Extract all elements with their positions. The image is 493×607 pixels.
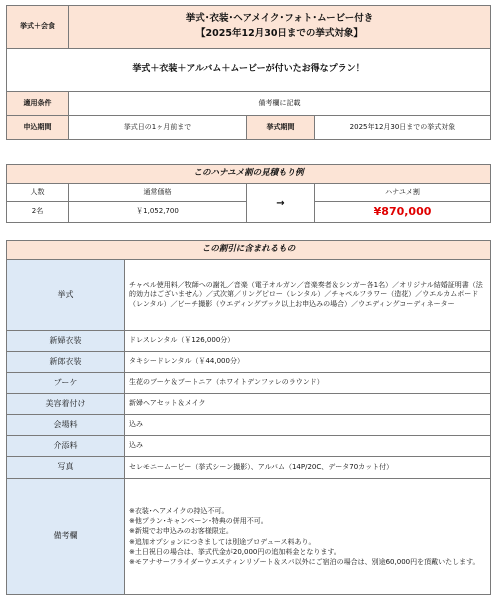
application-period-value: 挙式日の1ヶ月前まで bbox=[69, 116, 247, 140]
item-label: 美容着付け bbox=[7, 394, 125, 415]
note-line: ※衣装･ヘアメイクの持込不可。 bbox=[129, 507, 229, 516]
apply-condition-value: 備考欄に記載 bbox=[69, 92, 491, 116]
plan-title-line2: 【2025年12月30日までの挙式対象】 bbox=[196, 28, 363, 39]
notes-row bbox=[7, 479, 491, 595]
people-value: 2名 bbox=[7, 202, 69, 223]
item-label: ブーケ bbox=[7, 373, 125, 394]
notes-label: 備考欄 bbox=[7, 479, 125, 595]
ceremony-period-value: 2025年12月30日までの挙式対象 bbox=[315, 116, 491, 140]
plan-title bbox=[69, 6, 491, 49]
item-description: 新婦ヘアセット＆メイク bbox=[125, 394, 491, 415]
arrow-icon: → bbox=[247, 184, 315, 223]
table-row bbox=[7, 331, 491, 352]
item-label: 介添料 bbox=[7, 436, 125, 457]
table-row bbox=[7, 260, 491, 331]
application-period-label: 申込期間 bbox=[7, 116, 69, 140]
plan-tagline: 挙式＋衣装＋アルバム＋ムービーが付いたお得なプラン！ bbox=[7, 49, 491, 92]
ceremony-period-label: 挙式期間 bbox=[247, 116, 315, 140]
item-description: チャペル使用料／牧師への謝礼／音楽（電子オルガン／音楽奏者＆シンガー各1名）／オリジナル結婚証明書（法的効力はございません）／式次第／リングピロー（レンタル）／チャペルフラワー（造花）／ウエルカムボード（レンタル）／ビーチ撮影（ウエディングブック以上お申込みの場合）／ウエディングコーディネーター bbox=[125, 260, 491, 331]
note-line: ※土日祝日の場合は、挙式代金が20,000円の追加料金となります。 bbox=[129, 547, 341, 556]
item-description: タキシードレンタル（￥44,000分） bbox=[125, 352, 491, 373]
estimate-table bbox=[6, 164, 491, 223]
apply-condition-label: 適用条件 bbox=[7, 92, 69, 116]
discount-price-header: ハナユメ割 bbox=[315, 184, 491, 202]
normal-price-value: ￥1,052,700 bbox=[69, 202, 247, 223]
plan-header-table bbox=[6, 5, 491, 140]
discount-price-value: ¥870,000 bbox=[315, 202, 491, 223]
note-line: ※モアナサーフライダーウエスティンリゾート＆スパ以外にご宿泊の場合は、別途60,000円を頂戴いたします。 bbox=[129, 557, 480, 566]
item-label: 会場料 bbox=[7, 415, 125, 436]
note-line: ※追加オプションにつきましては別途プロデュース料あり。 bbox=[129, 537, 316, 546]
estimate-section-title: このハナユメ割の見積もり例 bbox=[7, 165, 491, 184]
note-line: ※新規でお申込みのお客様限定。 bbox=[129, 527, 233, 536]
normal-price-header: 通常価格 bbox=[69, 184, 247, 202]
item-description: 込み bbox=[125, 415, 491, 436]
item-label: 挙式 bbox=[7, 260, 125, 331]
item-label: 写真 bbox=[7, 457, 125, 479]
table-row bbox=[7, 436, 491, 457]
item-description: セレモニームービー（挙式シーン撮影）、アルバム（14P/20C、データ70カット付） bbox=[125, 457, 491, 479]
note-line: ※他プラン･キャンペーン･特典の併用不可。 bbox=[129, 517, 268, 526]
item-description: ドレスレンタル（￥126,000分） bbox=[125, 331, 491, 352]
item-description: 生花のブーケ＆ブートニア（ホワイトデンファレのラウンド） bbox=[125, 373, 491, 394]
table-row bbox=[7, 352, 491, 373]
table-row bbox=[7, 457, 491, 479]
table-row bbox=[7, 394, 491, 415]
included-section-title: この割引に含まれるもの bbox=[7, 241, 491, 260]
notes-content bbox=[125, 479, 491, 595]
plan-title-line1: 挙式･衣装･ヘアメイク･フォト･ムービー付き bbox=[185, 13, 374, 25]
people-header: 人数 bbox=[7, 184, 69, 202]
item-label: 新郎衣装 bbox=[7, 352, 125, 373]
table-row bbox=[7, 373, 491, 394]
table-row bbox=[7, 415, 491, 436]
plan-category-tag: 挙式＋会食 bbox=[7, 6, 69, 49]
item-description: 込み bbox=[125, 436, 491, 457]
item-label: 新婦衣装 bbox=[7, 331, 125, 352]
included-items-table bbox=[6, 240, 491, 595]
